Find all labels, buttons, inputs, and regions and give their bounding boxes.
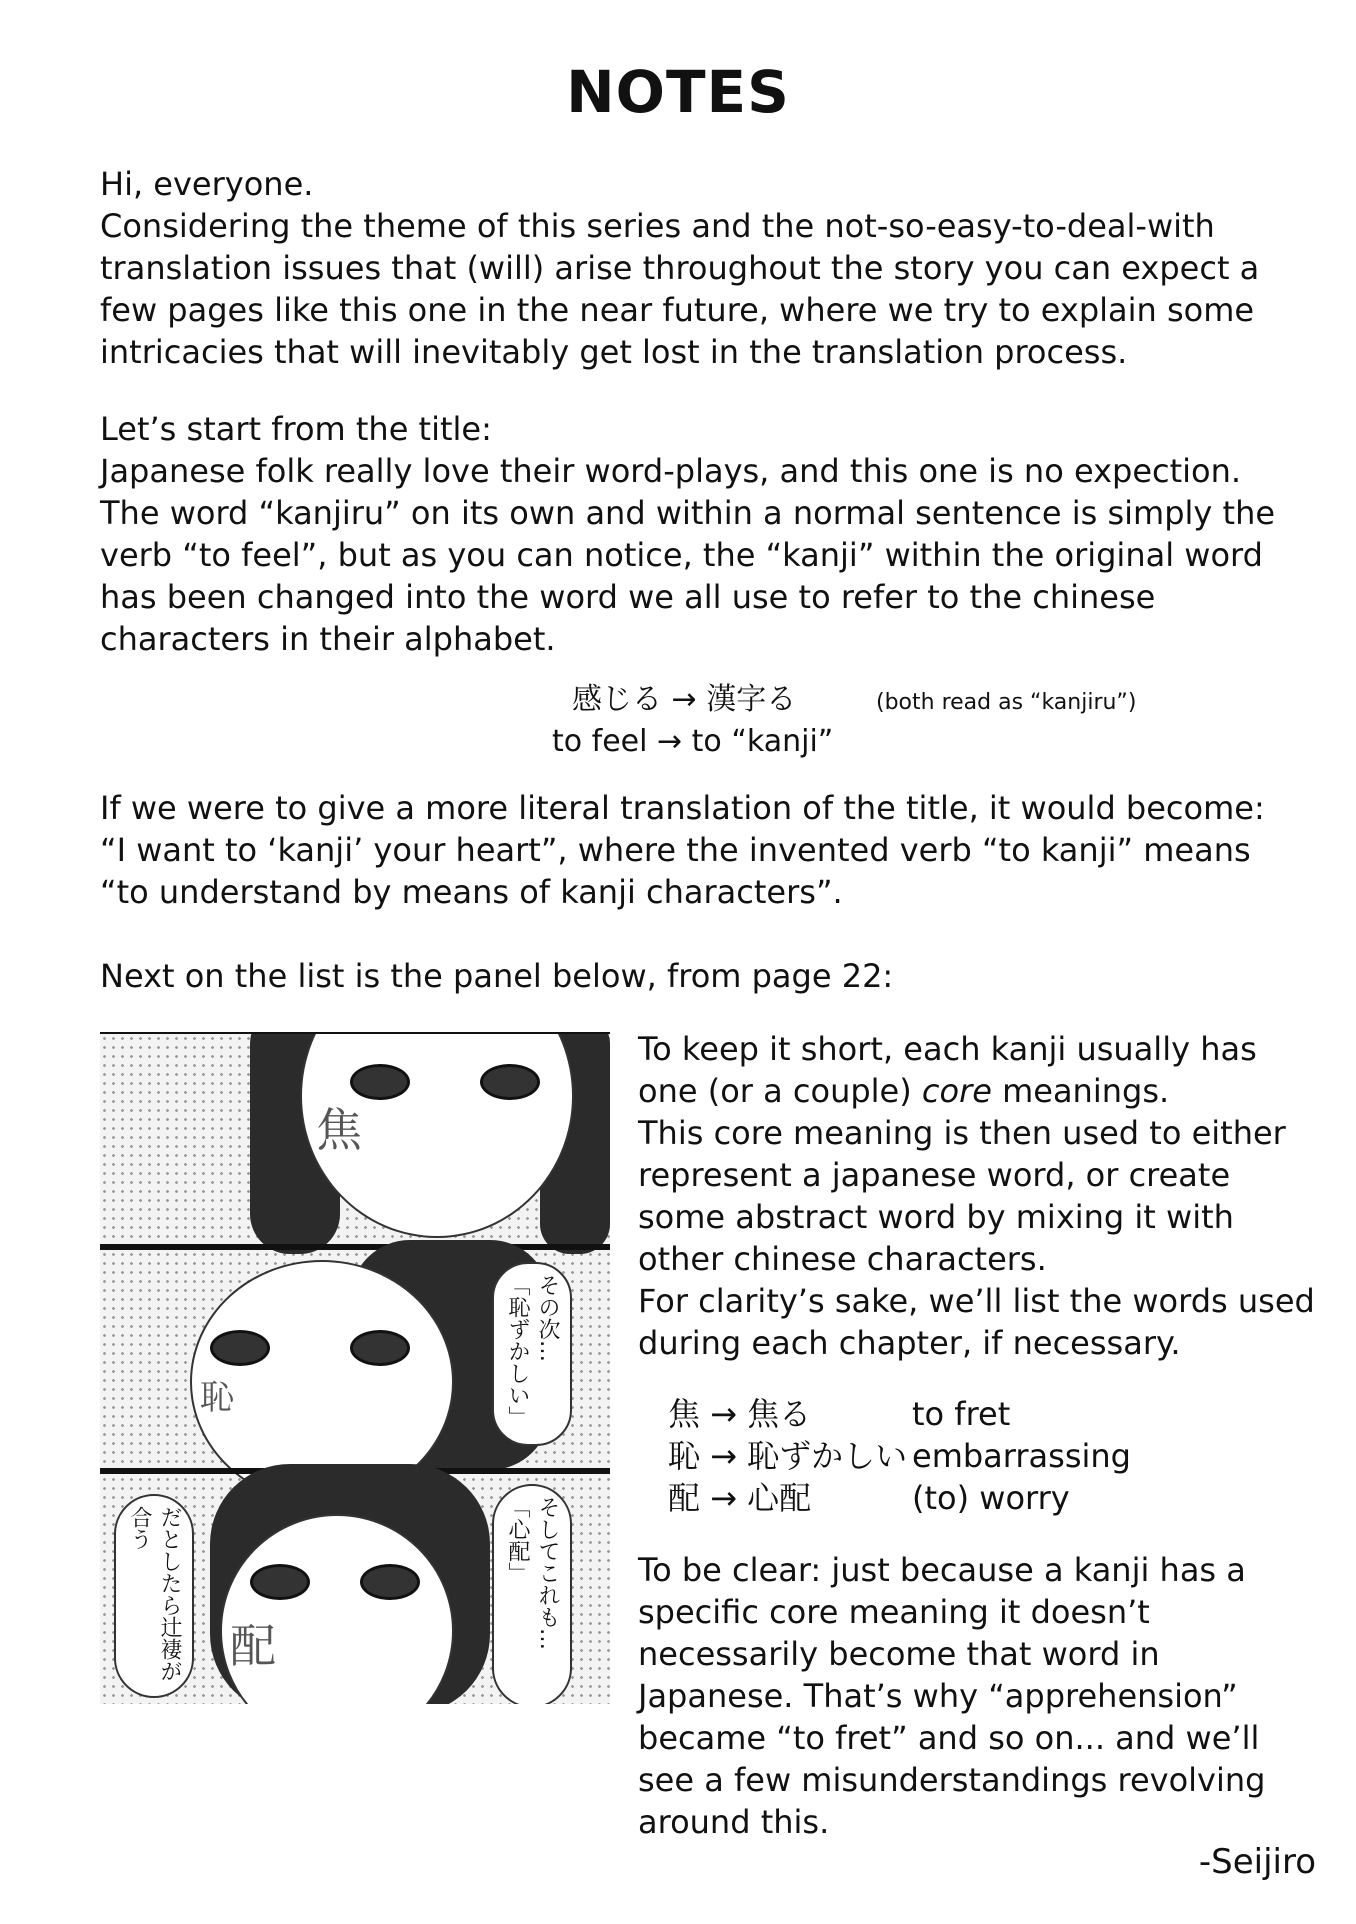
kanji-mark-1: 焦: [316, 1103, 362, 1157]
explanation-line-3: This core meaning is then used to either represent a japanese word, or create some abstract word by mixing it with other chinese characters.: [638, 1114, 1286, 1278]
title-heading: Let’s start from the title:: [100, 410, 492, 448]
page-title: NOTES: [566, 58, 790, 126]
literal-line-2: “I want to ‘kanji’ your heart”, where the invented verb “to kanji” means: [100, 831, 1251, 869]
example-english: to feel → to “kanji”: [552, 724, 834, 759]
explanation-post: meanings.: [991, 1072, 1170, 1110]
vocab-row: [668, 1435, 1131, 1477]
vocab-meaning: (to) worry: [912, 1479, 1070, 1517]
vocab-list: [668, 1393, 1131, 1519]
manga-strip-3: [100, 1474, 610, 1704]
literal-line-3: “to understand by means of kanji characters”.: [100, 873, 843, 911]
vocab-meaning: embarrassing: [912, 1437, 1131, 1475]
eye-shape: [210, 1330, 270, 1366]
literal-translation: [100, 787, 1290, 913]
bubble-text-2: 「恥ずかしい」: [505, 1274, 530, 1428]
explanation-pre: one (or a couple): [638, 1072, 922, 1110]
manga-strip-2: [100, 1250, 610, 1468]
eye-shape: [350, 1330, 410, 1366]
panel-intro: Next on the list is the panel below, from page 22:: [100, 957, 894, 995]
intro-body: Considering the theme of this series and the not-so-easy-to-deal-with translation issues that (will) arise throughout the story you can expect a few pages like this one in the near future, where we try to explain some intricacies that will inevitably get lost in the translation process.: [100, 207, 1260, 371]
bubble-text-4: 「心配」: [505, 1496, 530, 1584]
bubble-text-5: だとしたら辻褄が合う: [127, 1506, 182, 1682]
core-emphasis: core: [921, 1072, 992, 1110]
kanji-explanation: [638, 1028, 1318, 1364]
literal-line-1: If we were to give a more literal translation of the title, it would become:: [100, 789, 1265, 827]
title-explanation: [100, 408, 1290, 660]
eye-shape: [480, 1064, 540, 1100]
vocab-kanji: 配 → 心配: [668, 1479, 812, 1517]
manga-strip-1: [100, 1034, 610, 1248]
vocab-row: [668, 1477, 1131, 1519]
greeting: Hi, everyone.: [100, 165, 314, 203]
intro-paragraph: [100, 163, 1290, 373]
explanation-line-1: To keep it short, each kanji usually has: [638, 1030, 1257, 1068]
vocab-kanji: 焦 → 焦る: [668, 1395, 812, 1433]
manga-panel-image: [100, 1032, 610, 1704]
kanji-mark-3: 配: [230, 1619, 276, 1673]
example-japanese: 感じる → 漢字る: [572, 682, 797, 717]
explanation-line-4: For clarity’s sake, we’ll list the words used during each chapter, if necessary.: [638, 1282, 1315, 1362]
vocab-row: [668, 1393, 1131, 1435]
bubble-text-1: その次…: [535, 1274, 560, 1362]
example-note: (both read as “kanjiru”): [876, 690, 1137, 715]
eye-shape: [250, 1564, 310, 1600]
bubble-text-3: そしてこれも…: [535, 1496, 560, 1650]
title-body: Japanese folk really love their word-plays, and this one is no expection. The word “kanjiru” on its own and within a normal sentence is simply the verb “to feel”, but as you can notice, the “kanji” within the original word has been changed into the word we all use to refer to the chinese characters in their alphabet.: [100, 452, 1276, 658]
vocab-kanji: 恥 → 恥ずかしい: [668, 1437, 908, 1475]
speech-bubble-3: [114, 1494, 194, 1698]
explanation-line-2: [638, 1070, 1318, 1112]
signature: -Seijiro: [1198, 1842, 1316, 1882]
kanji-mark-2: 恥: [200, 1378, 234, 1418]
speech-bubble-2: [492, 1484, 572, 1704]
vocab-meaning: to fret: [912, 1395, 1011, 1433]
clarification-paragraph: To be clear: just because a kanji has a specific core meaning it doesn’t necessarily become that word in Japanese. That’s why “apprehension” became “to fret” and so on... and we’ll see a few misunderstandings revolving around this.: [638, 1551, 1266, 1841]
speech-bubble-1: [492, 1262, 572, 1446]
eye-shape: [360, 1564, 420, 1600]
